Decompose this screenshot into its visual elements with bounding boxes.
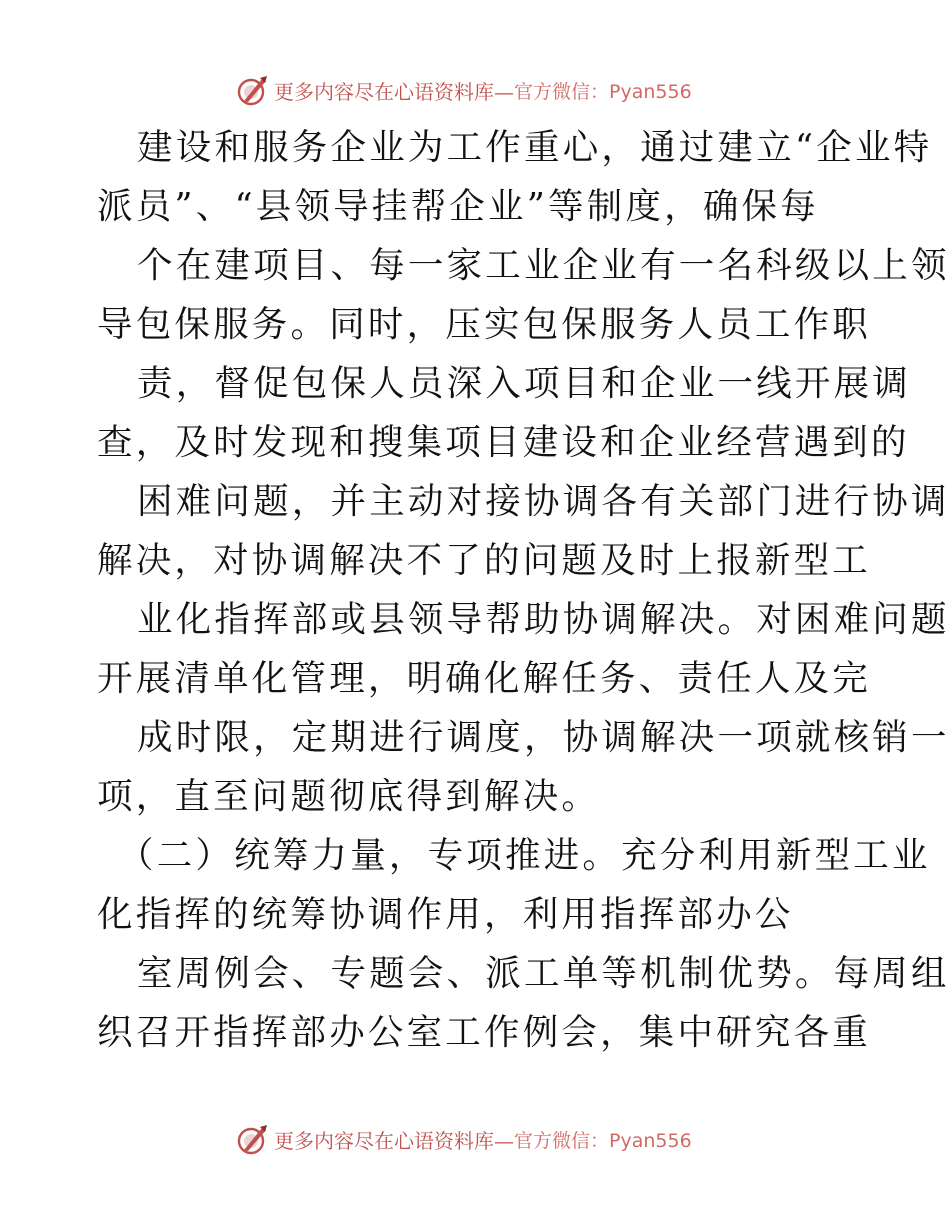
watermark-wechat: 官方微信：Pyan556 (514, 80, 692, 103)
body-line: 项，直至问题彻底得到解决。 (97, 776, 601, 817)
body-line: 成时限，定期进行调度，协调解决一项就核销一 (137, 717, 950, 758)
body-line: 个在建项目、每一家工业企业有一名科级以上领 (137, 245, 950, 286)
watermark-wechat: 官方微信：Pyan556 (514, 1129, 692, 1152)
footer-watermark (236, 1121, 692, 1157)
body-line: 派员”、“县领导挂帮企业”等制度，确保每 (97, 186, 819, 227)
body-line: 导包保服务。同时，压实包保服务人员工作职 (97, 304, 872, 345)
body-line: 责，督促包保人员深入项目和企业一线开展调 (137, 363, 912, 404)
body-line: 建设和服务企业为工作重心，通过建立“企业特 (137, 127, 933, 168)
body-line: 困难问题，并主动对接协调各有关部门进行协调 (137, 481, 950, 522)
body-line: 解决，对协调解决不了的问题及时上报新型工 (97, 540, 872, 581)
quill-logo-icon (236, 73, 270, 107)
body-line: （二）统筹力量，专项推进。充分利用新型工业 (118, 835, 931, 876)
body-line: 化指挥的统筹协调作用，利用指挥部办公 (97, 894, 794, 935)
body-line: 业化指挥部或县领导帮助协调解决。对困难问题 (137, 599, 950, 640)
body-line: 室周例会、专题会、派工单等机制优势。每周组 (137, 953, 950, 994)
body-line: 查，及时发现和搜集项目建设和企业经营遇到的 (97, 422, 910, 463)
watermark-text: 更多内容尽在心语资料库— (274, 1128, 514, 1153)
header-watermark (236, 72, 692, 108)
body-line: 织召开指挥部办公室工作例会，集中研究各重 (97, 1012, 872, 1053)
quill-logo-icon (236, 1122, 270, 1156)
body-line: 开展清单化管理，明确化解任务、责任人及完 (97, 658, 872, 699)
watermark-text: 更多内容尽在心语资料库— (274, 79, 514, 104)
